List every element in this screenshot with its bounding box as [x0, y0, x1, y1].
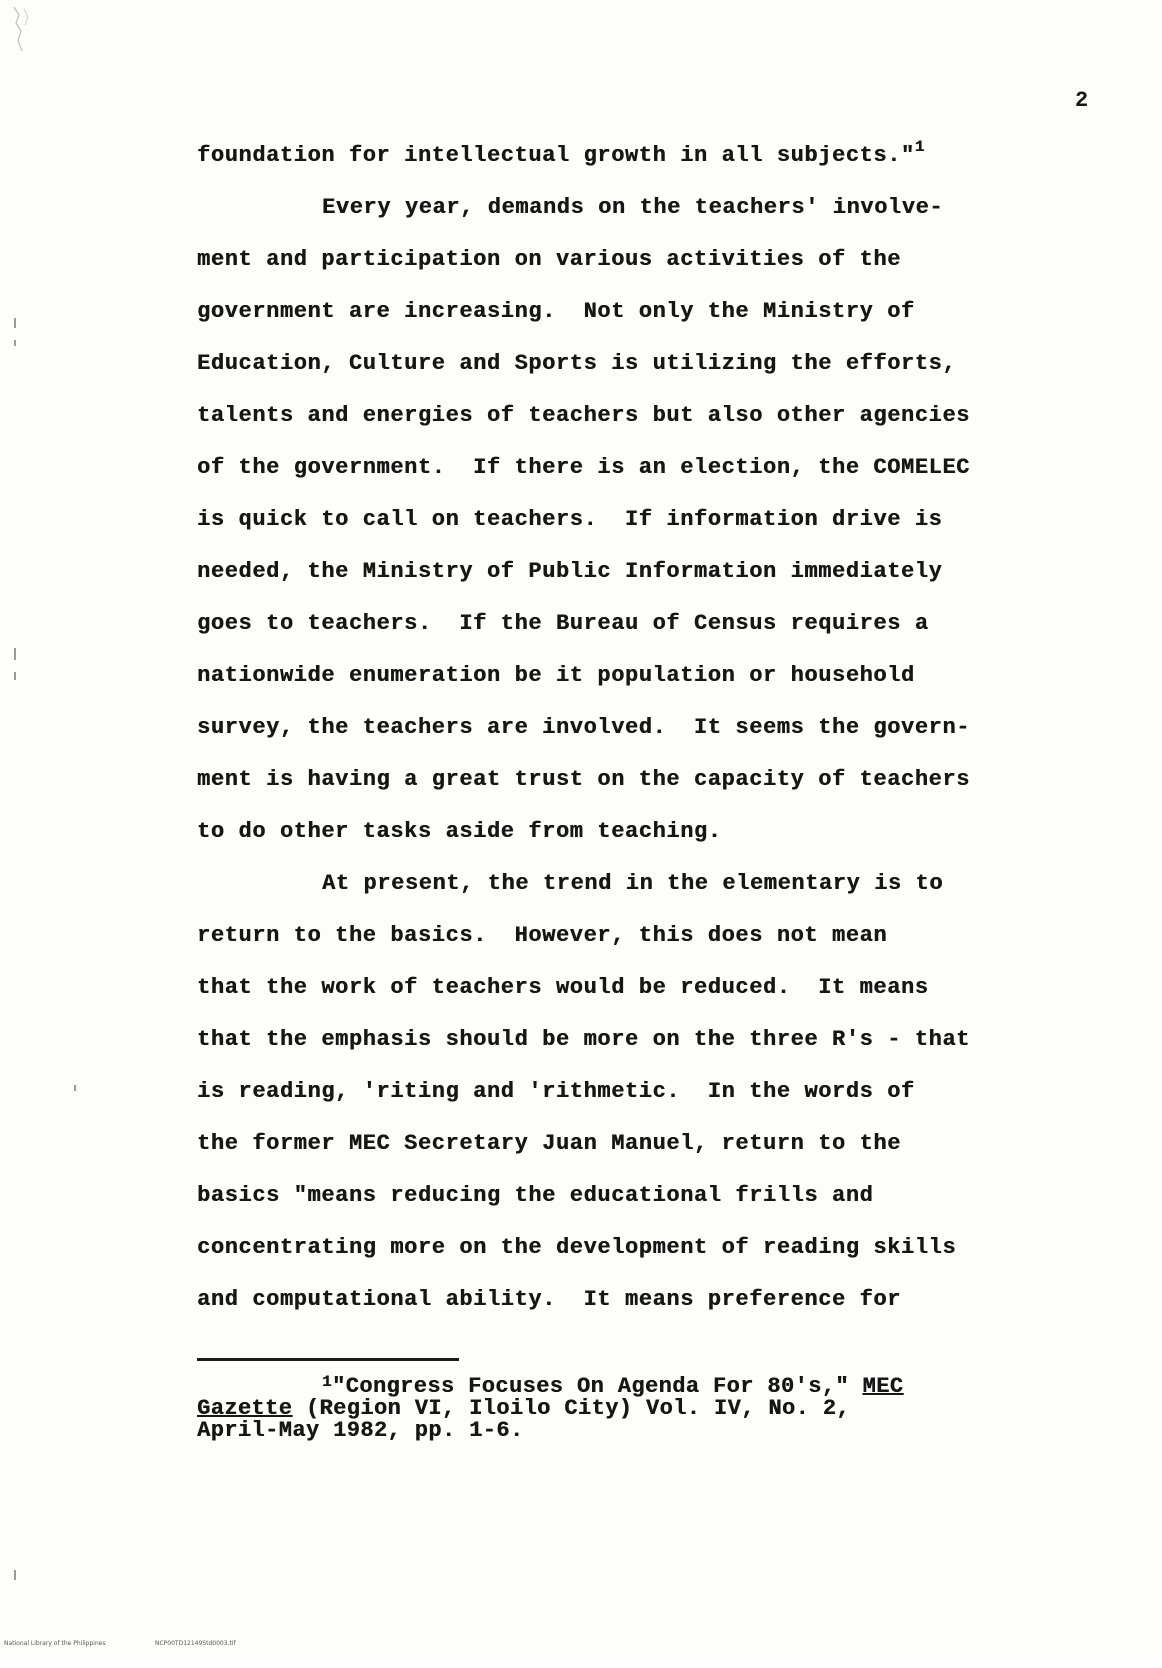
library-credit: National Library of the Philippines [4, 1640, 106, 1647]
footnote-title: "Congress Focuses On Agenda For 80's," [332, 1374, 863, 1399]
body-line-text: ment is having a great trust on the capacity of teachers [197, 767, 970, 792]
body-line-text: foundation for intellectual growth in all subjects." [197, 143, 915, 168]
body-line [197, 497, 1097, 549]
body-line-text: Education, Culture and Sports is utilizing the efforts, [197, 351, 957, 376]
footnote [197, 1373, 1097, 1443]
body-line-text: of the government. If there is an election, the COMELEC [197, 455, 970, 480]
footnote-reference: 1 [914, 138, 925, 156]
body-line-text: concentrating more on the development of reading skills [197, 1235, 957, 1260]
body-line-text: return to the basics. However, this does not mean [197, 923, 888, 948]
body-line [197, 1277, 1097, 1329]
body-line-text: the former MEC Secretary Juan Manuel, return to the [197, 1131, 901, 1156]
footnote-line-3: April-May 1982, pp. 1-6. [197, 1418, 524, 1443]
footnote-details: (Region VI, Iloilo City) Vol. IV, No. 2, [292, 1396, 850, 1421]
body-line [197, 237, 1097, 289]
body-line-text: is reading, 'riting and 'rithmetic. In the words of [197, 1079, 915, 1104]
body-text [197, 133, 1097, 1329]
body-line [197, 1017, 1097, 1069]
page-number: 2 [1075, 88, 1089, 113]
body-line [197, 133, 1097, 185]
body-line-text: that the work of teachers would be reduced. It means [197, 975, 929, 1000]
footnote-line-1 [197, 1373, 1097, 1399]
body-line-text: that the emphasis should be more on the three R's - that [197, 1027, 970, 1052]
footnote-marker: 1 [322, 1373, 333, 1391]
body-line-text: goes to teachers. If the Bureau of Census requires a [197, 611, 929, 636]
body-line-text: At present, the trend in the elementary is to [322, 871, 944, 896]
body-line-text: talents and energies of teachers but also other agencies [197, 403, 970, 428]
body-line [197, 1121, 1097, 1173]
body-line [197, 445, 1097, 497]
footnote-publication-part-1: MEC [862, 1374, 904, 1399]
body-line-text: nationwide enumeration be it population or household [197, 663, 915, 688]
body-line-text: to do other tasks aside from teaching. [197, 819, 722, 844]
body-line [197, 1173, 1097, 1225]
body-line-text: survey, the teachers are involved. It seems the govern- [197, 715, 970, 740]
body-line-text: ment and participation on various activities of the [197, 247, 901, 272]
body-line [197, 757, 1097, 809]
body-line [197, 393, 1097, 445]
body-line [197, 705, 1097, 757]
body-line-text: is quick to call on teachers. If information drive is [197, 507, 943, 532]
body-line-text: Every year, demands on the teachers' involve- [322, 195, 944, 220]
footnote-publication-part-2: Gazette [197, 1396, 293, 1421]
body-line [197, 601, 1097, 653]
body-line [197, 1225, 1097, 1277]
body-line [197, 861, 1097, 913]
footnote-line-2 [197, 1398, 1097, 1420]
scan-edge-marks [14, 0, 34, 1658]
body-line [197, 185, 1097, 237]
body-line [197, 965, 1097, 1017]
body-line-text: government are increasing. Not only the Ministry of [197, 299, 915, 324]
body-line [197, 289, 1097, 341]
body-line [197, 913, 1097, 965]
body-line [197, 341, 1097, 393]
body-line [197, 809, 1097, 861]
scan-file-id: NCP00TD12149Std0003.tif [155, 1640, 236, 1647]
body-line-text: and computational ability. It means preference for [197, 1287, 901, 1312]
body-line [197, 653, 1097, 705]
body-line [197, 549, 1097, 601]
body-line-text: needed, the Ministry of Public Information immediately [197, 559, 943, 584]
footnote-rule [197, 1358, 459, 1361]
body-line-text: basics "means reducing the educational frills and [197, 1183, 874, 1208]
scan-footer [0, 1640, 236, 1668]
body-line [197, 1069, 1097, 1121]
